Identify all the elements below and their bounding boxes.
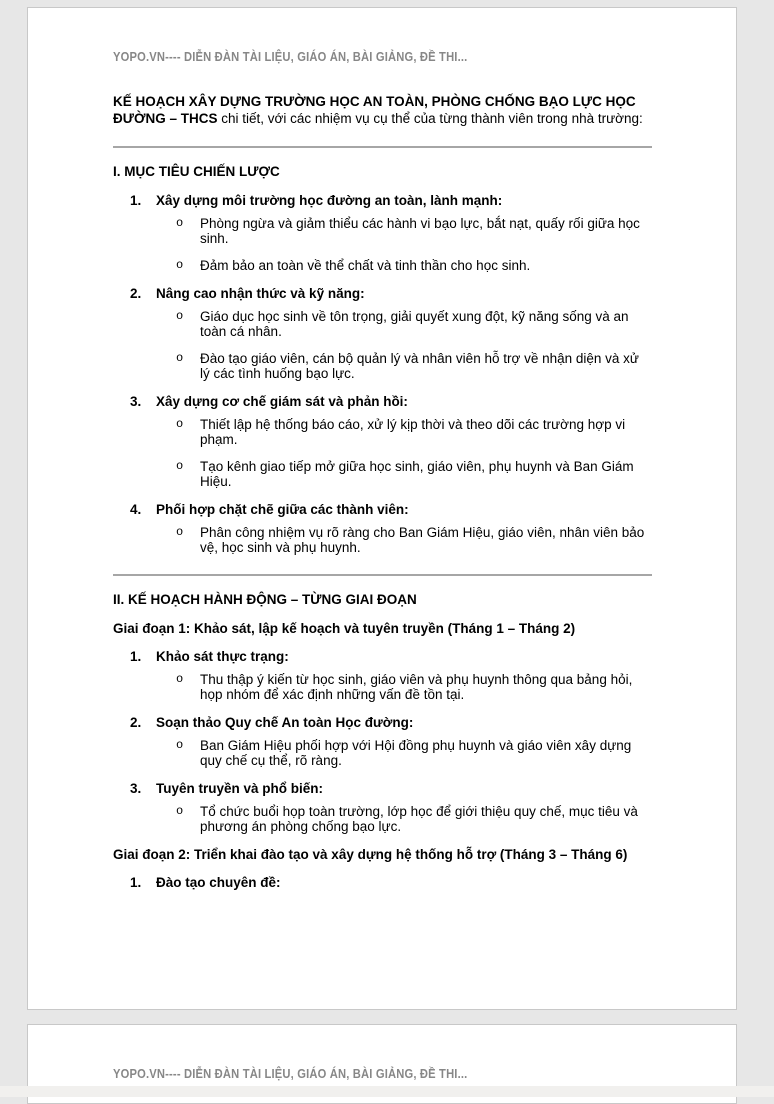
item-number: 4. (130, 502, 142, 517)
numbered-item-head (130, 715, 652, 730)
item-number: 3. (130, 394, 142, 409)
bullet-marker-icon: o (176, 417, 184, 431)
bullet-marker-icon: o (176, 258, 184, 272)
section-2-heading: II. KẾ HOẠCH HÀNH ĐỘNG – TỪNG GIAI ĐOẠN (113, 592, 417, 607)
item-title: Xây dựng cơ chế giám sát và phản hồi: (156, 394, 408, 409)
section-1-items (113, 193, 652, 555)
bullet-text: Phòng ngừa và giảm thiểu các hành vi bạo lực, bắt nạt, quấy rối giữa học sinh. (200, 216, 640, 246)
numbered-item (130, 715, 652, 768)
item-title: Nâng cao nhận thức và kỹ năng: (156, 286, 365, 301)
bullet-item (176, 804, 652, 834)
numbered-item (130, 193, 652, 273)
numbered-item-head (130, 286, 652, 301)
bullet-marker-icon: o (176, 351, 184, 365)
bullet-marker-icon: o (176, 525, 184, 539)
bullet-text: Giáo dục học sinh về tôn trọng, giải quyết xung đột, kỹ năng sống và an toàn cá nhân. (200, 309, 629, 339)
document-page-1 (27, 7, 737, 1010)
watermark-header: YOPO.VN---- DIỄN ĐÀN TÀI LIỆU, GIÁO ÁN, BÀI GIẢNG, ĐỀ THI... (113, 49, 468, 64)
bullet-text: Tạo kênh giao tiếp mở giữa học sinh, giáo viên, phụ huynh và Ban Giám Hiệu. (200, 459, 634, 489)
item-title: Soạn thảo Quy chế An toàn Học đường: (156, 715, 414, 730)
numbered-item-head (130, 193, 652, 208)
bullet-item (176, 459, 652, 489)
bullet-text: Phân công nhiệm vụ rõ ràng cho Ban Giám Hiệu, giáo viên, nhân viên bảo vệ, học sinh và phụ huynh. (200, 525, 645, 555)
bullet-text: Đào tạo giáo viên, cán bộ quản lý và nhân viên hỗ trợ về nhận diện và xử lý các tình huống bạo lực. (200, 351, 639, 381)
bullet-item (176, 738, 652, 768)
numbered-item (130, 649, 652, 702)
bullet-item (176, 417, 652, 447)
viewport-bottom-strip (0, 1086, 774, 1097)
bullet-text: Đảm bảo an toàn về thể chất và tinh thần cho học sinh. (200, 258, 531, 273)
document-title-rest: chi tiết, với các nhiệm vụ cụ thể của từng thành viên trong nhà trường: (217, 111, 643, 126)
item-number: 2. (130, 286, 142, 301)
watermark-header: YOPO.VN---- DIỄN ĐÀN TÀI LIỆU, GIÁO ÁN, BÀI GIẢNG, ĐỀ THI... (113, 1066, 468, 1081)
numbered-item (130, 875, 652, 890)
numbered-item (130, 394, 652, 489)
section-divider (113, 574, 652, 576)
item-number: 1. (130, 193, 142, 208)
section-divider (113, 146, 652, 148)
bullet-text: Ban Giám Hiệu phối hợp với Hội đồng phụ huynh và giáo viên xây dựng quy chế cụ thể, rõ ràng. (200, 738, 632, 768)
item-title: Phối hợp chặt chẽ giữa các thành viên: (156, 502, 409, 517)
item-title: Đào tạo chuyên đề: (156, 875, 281, 890)
numbered-item-head (130, 649, 652, 664)
bullet-item (176, 258, 652, 273)
bullet-text: Thu thập ý kiến từ học sinh, giáo viên và phụ huynh thông qua bảng hỏi, họp nhóm để xác định những vấn đề tồn tại. (200, 672, 633, 702)
bullet-item (176, 525, 652, 555)
item-title: Khảo sát thực trạng: (156, 649, 289, 664)
item-number: 1. (130, 649, 142, 664)
numbered-item (130, 781, 652, 834)
bullet-marker-icon: o (176, 672, 184, 686)
bullet-marker-icon: o (176, 459, 184, 473)
item-number: 3. (130, 781, 142, 796)
bullet-item (176, 216, 652, 246)
numbered-item-head (130, 781, 652, 796)
document-title-bold: KẾ HOẠCH XÂY DỰNG TRƯỜNG HỌC AN TOÀN, PHÒNG CHỐNG BẠO LỰC HỌC ĐƯỜNG – THCS (113, 94, 636, 126)
numbered-item-head (130, 875, 652, 890)
document-title (113, 93, 652, 127)
bullet-marker-icon: o (176, 309, 184, 323)
numbered-item-head (130, 502, 652, 517)
section-1-heading: I. MỤC TIÊU CHIẾN LƯỢC (113, 164, 280, 179)
bullet-marker-icon: o (176, 738, 184, 752)
bullet-text: Thiết lập hệ thống báo cáo, xử lý kịp thời và theo dõi các trường hợp vi phạm. (200, 417, 626, 447)
item-title: Tuyên truyền và phổ biến: (156, 781, 324, 796)
bullet-item (176, 351, 652, 381)
bullet-marker-icon: o (176, 216, 184, 230)
item-title: Xây dựng môi trường học đường an toàn, lành mạnh: (156, 193, 503, 208)
item-number: 1. (130, 875, 142, 890)
bullet-item (176, 672, 652, 702)
numbered-item (130, 286, 652, 381)
numbered-item-head (130, 394, 652, 409)
item-number: 2. (130, 715, 142, 730)
bullet-item (176, 309, 652, 339)
bullet-marker-icon: o (176, 804, 184, 818)
phase-title: Giai đoạn 2: Triển khai đào tạo và xây dựng hệ thống hỗ trợ (Tháng 3 – Tháng 6) (113, 847, 628, 862)
phase-title: Giai đoạn 1: Khảo sát, lập kế hoạch và tuyên truyền (Tháng 1 – Tháng 2) (113, 621, 576, 636)
section-2-phases (113, 621, 652, 890)
bullet-text: Tổ chức buổi họp toàn trường, lớp học để giới thiệu quy chế, mục tiêu và phương án phòng chống bạo lực. (200, 804, 638, 834)
numbered-item (130, 502, 652, 555)
